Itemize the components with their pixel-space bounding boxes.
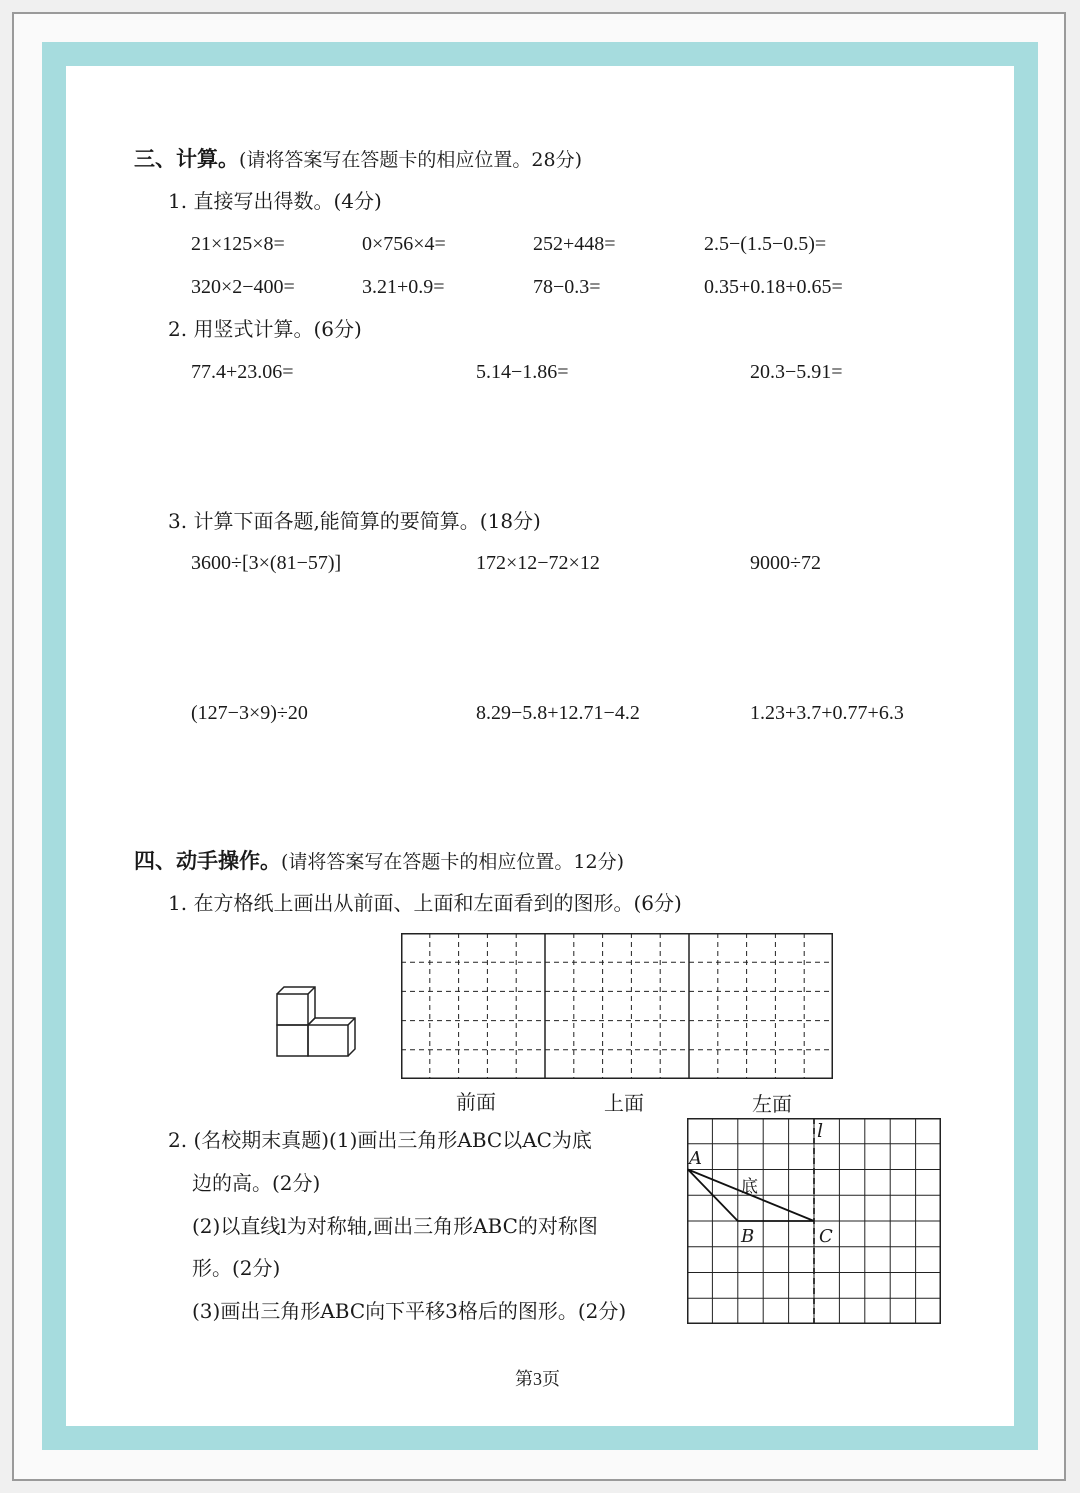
q3-2-item: 77.4+23.06= [191, 361, 294, 383]
q3-3-item: 172×12−72×12 [476, 552, 600, 574]
section3-note: (请将答案写在答题卡的相应位置。28分) [239, 149, 583, 171]
q3-1-item: 0.35+0.18+0.65= [704, 276, 843, 298]
q3-1-item: 252+448= [533, 233, 616, 255]
q3-3-item: (127−3×9)÷20 [191, 702, 308, 724]
q4-2-line: 边的高。(2分) [192, 1171, 321, 1195]
q3-2-item: 20.3−5.91= [750, 361, 843, 383]
base-label: 底 [741, 1177, 758, 1197]
q3-3-item: 9000÷72 [750, 552, 821, 574]
section3-heading [134, 148, 582, 170]
q3-3-item: 3600÷[3×(81−57)] [191, 552, 342, 574]
q3-3-item: 1.23+3.7+0.77+6.3 [750, 702, 904, 724]
axis-l-label: l [817, 1120, 824, 1142]
section4-title: 四、动手操作。 [134, 848, 281, 873]
q3-2-title: 2. 用竖式计算。(6分) [168, 317, 362, 341]
point-b-label: B [741, 1226, 755, 1247]
q3-1-item: 21×125×8= [191, 233, 285, 255]
grid-label-left: 左面 [752, 1092, 792, 1116]
cube-stack-figure [270, 985, 362, 1060]
grid-label-top: 上面 [604, 1091, 644, 1115]
grid-label-front: 前面 [456, 1090, 496, 1114]
q3-1-item: 320×2−400= [191, 276, 295, 298]
q3-1-title: 1. 直接写出得数。(4分) [168, 189, 382, 213]
point-c-label: C [819, 1226, 833, 1247]
q3-1-item: 3.21+0.9= [362, 276, 445, 298]
q4-1-title: 1. 在方格纸上画出从前面、上面和左面看到的图形。(6分) [168, 891, 682, 915]
q3-1-item: 2.5−(1.5−0.5)= [704, 233, 827, 255]
q3-3-title: 3. 计算下面各题,能简算的要简算。(18分) [168, 509, 541, 533]
page-number: 第3页 [515, 1369, 560, 1389]
section3-title: 三、计算。 [134, 146, 239, 171]
point-a-label: A [689, 1148, 702, 1169]
q3-3-item: 8.29−5.8+12.71−4.2 [476, 702, 640, 724]
section4-heading [134, 850, 624, 872]
q3-1-item: 0×756×4= [362, 233, 446, 255]
q3-2-item: 5.14−1.86= [476, 361, 569, 383]
view-grid-panels [401, 933, 833, 1081]
triangle-grid [687, 1118, 943, 1326]
q4-2-line: 形。(2分) [192, 1256, 281, 1280]
q4-2-line: 2. (名校期末真题)(1)画出三角形ABC以AC为底 [168, 1128, 592, 1152]
section4-note: (请将答案写在答题卡的相应位置。12分) [281, 851, 625, 873]
q4-2-line: (3)画出三角形ABC向下平移3格后的图形。(2分) [192, 1299, 627, 1323]
q4-2-line: (2)以直线l为对称轴,画出三角形ABC的对称图 [192, 1214, 598, 1238]
q3-1-item: 78−0.3= [533, 276, 601, 298]
